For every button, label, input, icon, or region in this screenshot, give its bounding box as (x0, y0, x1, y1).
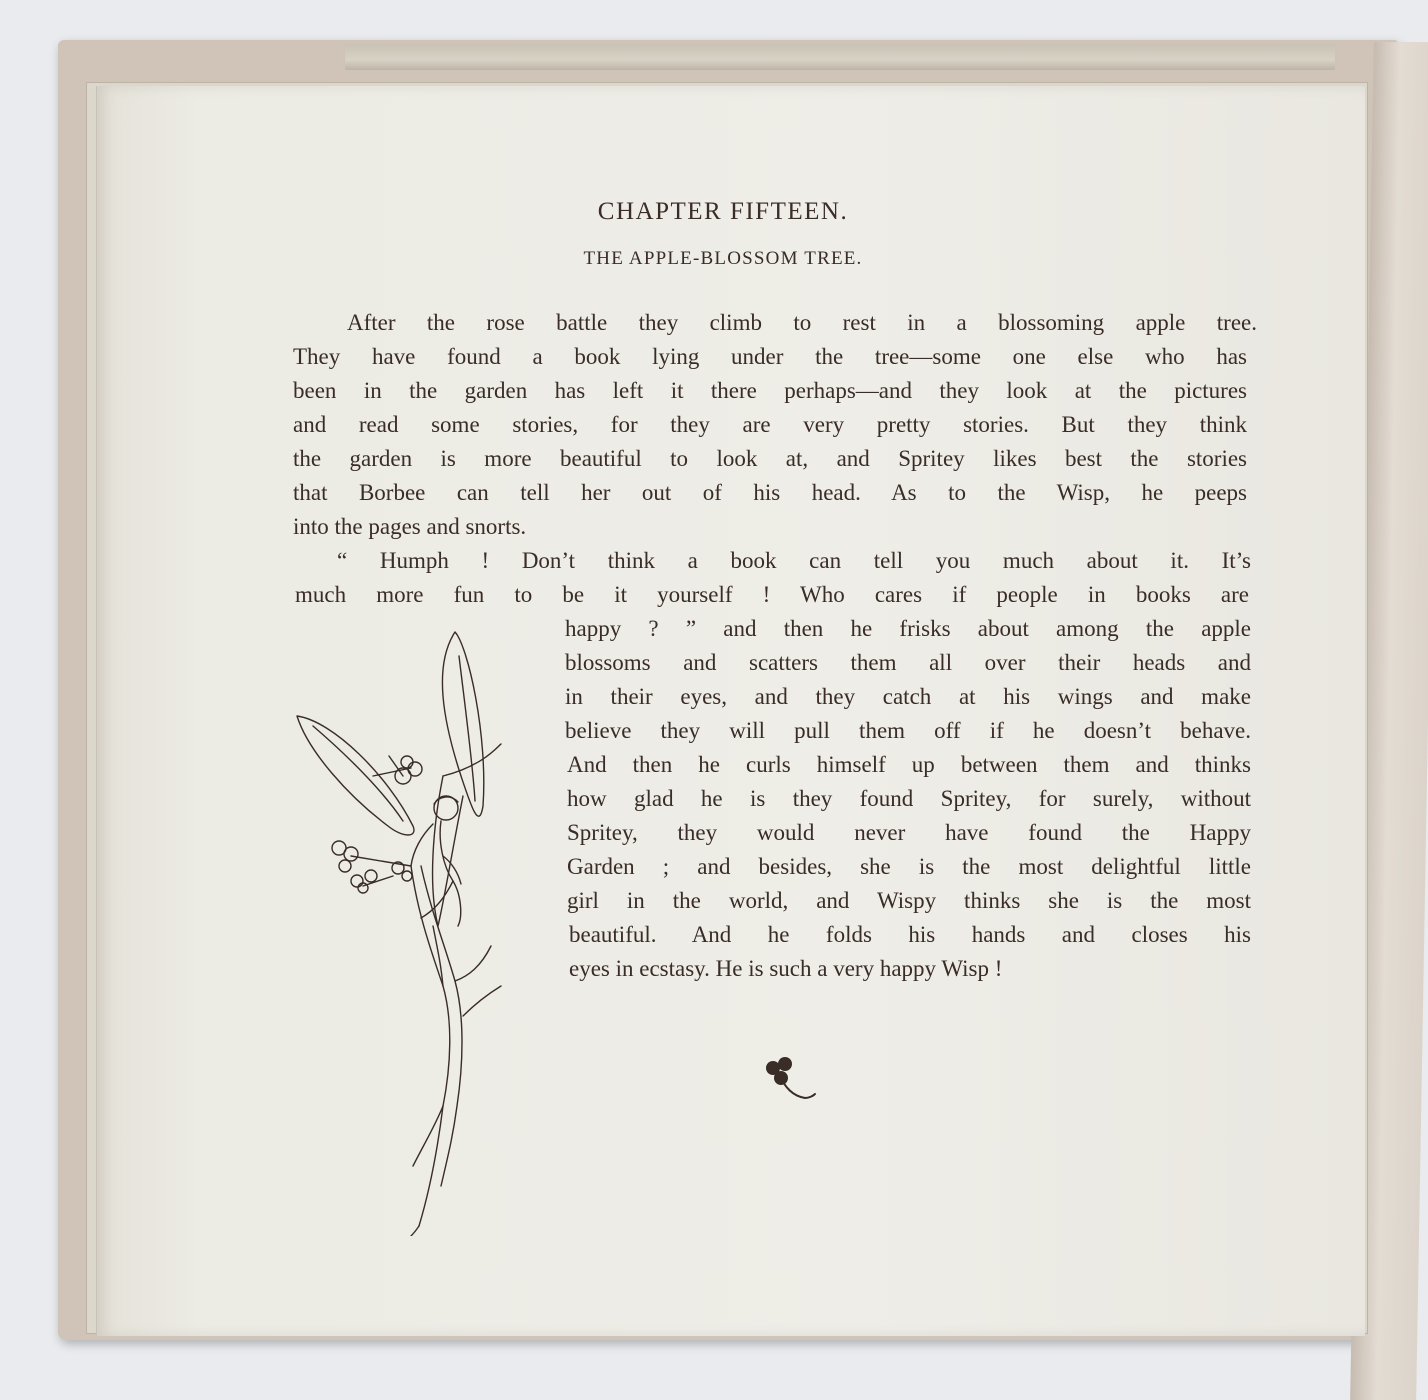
body-line: been in the garden has left it there perhaps—and they look at the pictures (293, 378, 1247, 403)
book-page (96, 86, 1365, 1336)
body-line: “ Humph ! Don’t think a book can tell you much about it. It’s (337, 548, 1251, 573)
body-line: believe they will pull them off if he doesn’t behave. (565, 718, 1251, 743)
page-content (97, 86, 1365, 1336)
body-line: eyes in ecstasy. He is such a very happy Wisp ! (569, 956, 1003, 981)
body-line: and read some stories, for they are very pretty stories. But they think (293, 412, 1247, 437)
body-line: After the rose battle they climb to rest in a blossoming apple tree. (347, 310, 1257, 335)
body-line: They have found a book lying under the tree—some one else who has (293, 344, 1247, 369)
body-line: happy ? ” and then he frisks about among the apple (565, 616, 1251, 641)
cover-top-edge (345, 44, 1335, 70)
body-line: that Borbee can tell her out of his head. As to the Wisp, he peeps (293, 480, 1247, 505)
body-line: much more fun to be it yourself ! Who cares if people in books are (295, 582, 1249, 607)
chapter-title: CHAPTER FIFTEEN. (597, 198, 849, 225)
body-line: beautiful. And he folds his hands and closes his (569, 922, 1251, 947)
body-line: blossoms and scatters them all over their heads and (565, 650, 1251, 675)
chapter-subtitle: THE APPLE-BLOSSOM TREE. (583, 248, 863, 269)
body-line: Garden ; and besides, she is the most delightful little (567, 854, 1251, 879)
body-line: into the pages and snorts. (293, 514, 527, 539)
fairy-on-apple-blossom-branch-icon (293, 626, 523, 1236)
clover-tailpiece-icon (757, 1054, 821, 1110)
body-line: the garden is more beautiful to look at, and Spritey likes best the stories (293, 446, 1247, 471)
body-line: Spritey, they would never have found the Happy (567, 820, 1251, 845)
body-line: And then he curls himself up between them and thinks (567, 752, 1251, 777)
body-line: in their eyes, and they catch at his wings and make (565, 684, 1251, 709)
body-line: how glad he is they found Spritey, for surely, without (567, 786, 1251, 811)
body-line: girl in the world, and Wispy thinks she is the most (567, 888, 1251, 913)
